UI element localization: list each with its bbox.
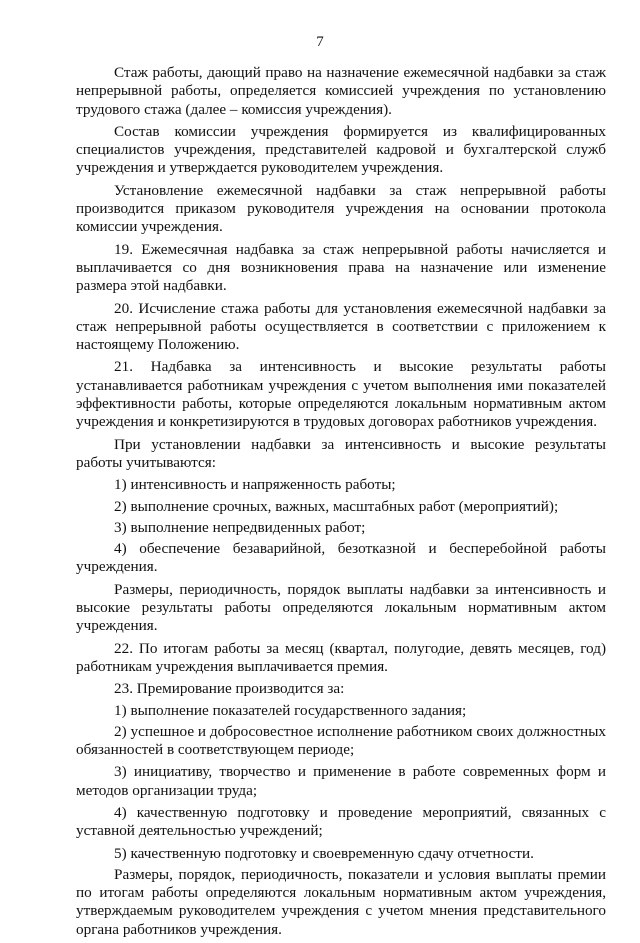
- paragraph-commission-composition: Состав комиссии учреждения формируется из квалифицированных специалистов учреждения, представителей кадровой и бухгалтерской служб учреждения и утверждается руководителем учреждения.: [76, 122, 606, 177]
- list-item-bonus-2: 2) успешное и добросовестное исполнение работником своих должностных обязанностей в соответствующем периоде;: [76, 722, 606, 759]
- paragraph-21: 21. Надбавка за интенсивность и высокие результаты работы устанавливается работникам учреждения с учетом выполнения ими показателей эффективности работы, которые определяются локальным нормативным актом учреждения и конкретизируются в трудовых договорах работников учреждения.: [76, 358, 606, 431]
- list-item-intensity-2: 2) выполнение срочных, важных, масштабных работ (мероприятий);: [114, 497, 559, 515]
- list-item-bonus-3: 3) инициативу, творчество и применение в работе современных форм и методов организации труда;: [76, 763, 606, 799]
- paragraph-allowance-order: Установление ежемесячной надбавки за стаж непрерывной работы производится приказом руководителя учреждения на основании протокола комиссии учреждения.: [76, 181, 606, 236]
- paragraph-22: 22. По итогам работы за месяц (квартал, полугодие, девять месяцев, год) работникам учреждения выплачивается премия.: [76, 639, 606, 675]
- paragraph-intensity-criteria-intro: При установлении надбавки за интенсивность и высокие результаты работы учитываются:: [76, 435, 606, 471]
- paragraph-23: 23. Премирование производится за:: [114, 680, 345, 698]
- paragraph-seniority-commission: Стаж работы, дающий право на назначение ежемесячной надбавки за стаж непрерывной работы, определяется комиссией учреждения по установлению трудового стажа (далее – комиссия учреждения).: [76, 64, 606, 118]
- page-number: 7: [316, 34, 324, 50]
- list-item-intensity-1: 1) интенсивность и напряженность работы;: [114, 476, 396, 494]
- paragraph-bonus-terms: Размеры, порядок, периодичность, показатели и условия выплаты премии по итогам работы определяются локальным нормативным актом учреждения, утверждаемым руководителем учреждения с учетом мнения представительного органа работников учреждения.: [76, 865, 606, 938]
- list-item-bonus-1: 1) выполнение показателей государственного задания;: [114, 701, 467, 719]
- paragraph-intensity-payment: Размеры, периодичность, порядок выплаты надбавки за интенсивность и высокие результаты работы определяются локальным нормативным актом учреждения.: [76, 580, 606, 635]
- list-item-bonus-4: 4) качественную подготовку и проведение мероприятий, связанных с уставной деятельностью учреждений;: [76, 803, 606, 840]
- list-item-intensity-4: 4) обеспечение безаварийной, безотказной и бесперебойной работы учреждения.: [76, 540, 606, 576]
- list-item-intensity-3: 3) выполнение непредвиденных работ;: [114, 518, 366, 536]
- list-item-bonus-5: 5) качественную подготовку и своевременную сдачу отчетности.: [114, 844, 534, 862]
- document-body: [76, 64, 606, 943]
- paragraph-19: 19. Ежемесячная надбавка за стаж непрерывной работы начисляется и выплачивается со дня возникновения права на назначение или изменение размера этой надбавки.: [76, 240, 606, 295]
- paragraph-20: 20. Исчисление стажа работы для установления ежемесячной надбавки за стаж непрерывной работы осуществляется в соответствии с приложением к настоящему Положению.: [76, 299, 606, 354]
